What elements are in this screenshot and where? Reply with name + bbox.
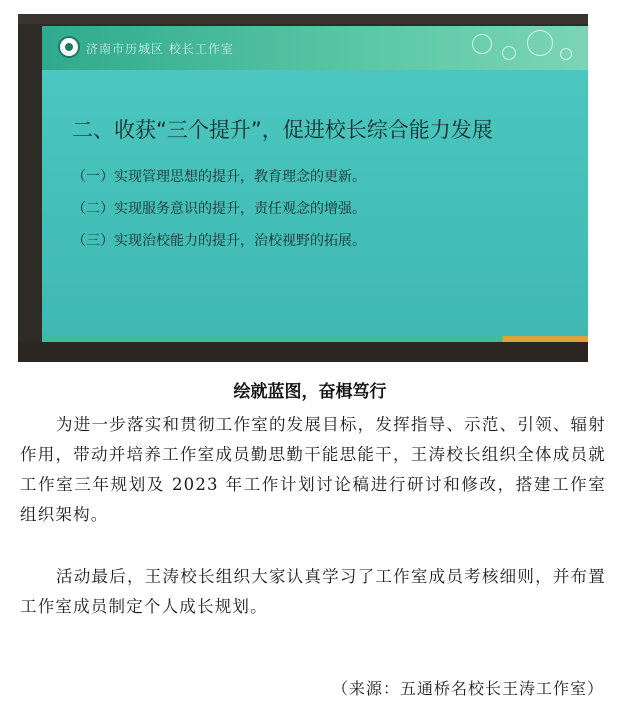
- photo-caption: 绘就蓝图，奋楫笃行: [233, 382, 387, 402]
- bubble-decoration-icon: [527, 30, 553, 56]
- slide-header: [42, 26, 588, 70]
- slide-line: （二）实现服务意识的提升，责任观念的增强。: [72, 201, 366, 217]
- slide-header-text: 济南市历城区 校长工作室: [86, 42, 234, 56]
- slide-line: （三）实现治校能力的提升，治校视野的拓展。: [72, 233, 366, 249]
- bubble-decoration-icon: [472, 34, 492, 54]
- body-paragraph-text: 活动最后，王涛校长组织大家认真学习了工作室成员考核细则，并布置工作室成员制定个人成长规划。: [20, 567, 606, 616]
- school-logo-icon: [58, 36, 80, 58]
- source-attribution: （来源：五通桥名校长王涛工作室）: [331, 679, 604, 698]
- presentation-slide: [42, 26, 588, 344]
- slide-title: 二、收获“三个提升”，促进校长综合能力发展: [72, 118, 493, 142]
- bubble-decoration-icon: [560, 48, 572, 60]
- body-paragraph: [20, 410, 606, 530]
- body-paragraph-text: 为进一步落实和贯彻工作室的发展目标，发挥指导、示范、引领、辐射作用，带动并培养工作室成员勤思勤干能思能干，王涛校长组织全体成员就工作室三年规划及 2023 年工作计划讨论稿进行研讨和修改，搭建工作室组织架构。: [20, 415, 606, 524]
- slide-line: （一）实现管理思想的提升，教育理念的更新。: [72, 169, 366, 185]
- bubble-decoration-icon: [502, 46, 516, 60]
- slide-photo: [18, 14, 588, 362]
- body-paragraph: [20, 562, 606, 622]
- photo-floor: [18, 342, 588, 362]
- photo-frame-top: [18, 14, 588, 24]
